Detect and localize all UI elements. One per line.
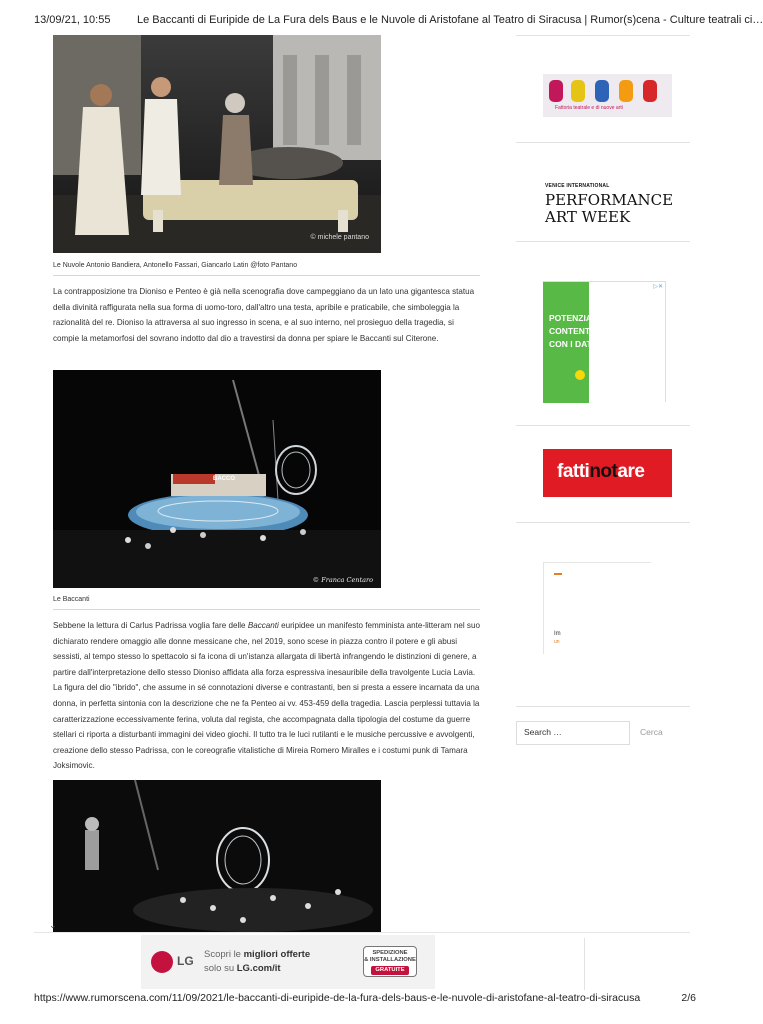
bulb-icon: [575, 370, 585, 380]
ad-dash-icon: [554, 573, 562, 575]
emphasis-title: Baccanti: [247, 621, 279, 630]
print-header: [34, 14, 763, 28]
ad-small-text-2: un: [554, 639, 560, 645]
chevron-down-icon[interactable]: ⌄: [49, 920, 57, 930]
caption-divider: [53, 275, 480, 276]
lg-ad-banner[interactable]: [141, 935, 435, 989]
nuvole-scene-illustration: [53, 35, 381, 253]
sidebar-divider: [516, 241, 690, 242]
ad-paw-line2: ART WEEK: [545, 208, 631, 226]
sidebar-divider: [516, 522, 690, 523]
photo-credit: © Franca Centaro: [312, 576, 373, 584]
search-button[interactable]: Cerca: [640, 727, 663, 737]
print-page-title: Le Baccanti di Euripide de La Fura dels Baus e le Nuvole di Aristofane al Teatro di Siracusa | Rumor(s)cena - Culture teatrali ci…: [137, 14, 763, 26]
search-input[interactable]: Search …: [516, 721, 630, 745]
photo-credit: © michele pantano: [310, 234, 369, 241]
adchoices-icon[interactable]: ▷✕: [653, 284, 663, 290]
banner-side-rule: [584, 938, 585, 990]
footer-divider: [34, 932, 690, 933]
print-url: https://www.rumorscena.com/11/09/2021/le-baccanti-di-euripide-de-la-fura-dels-baus-e-le-nuvole-di-aristofane-al-teatro-di-siracusa: [34, 992, 641, 1004]
ad-small-text-1: Im: [554, 631, 561, 637]
fattinotare-logo: fattinotare: [557, 461, 645, 482]
sidebar-divider: [516, 706, 690, 707]
free-shipping-badge: SPEDIZIONE & INSTALLAZIONE GRATUITE: [363, 946, 417, 977]
sidebar-ad-small[interactable]: [543, 562, 651, 654]
photo-caption: Le Baccanti: [53, 596, 90, 603]
sidebar-divider: [516, 35, 690, 36]
baccanti-scene-illustration-2: [53, 780, 381, 932]
photo-banner-text: BACCO: [213, 476, 235, 482]
article-photo-baccanti-2: [53, 780, 381, 932]
ad-paw-line1: PERFORMANCE: [545, 191, 674, 209]
sidebar-ad-fattinotare[interactable]: [543, 449, 672, 497]
photo-caption: Le Nuvole Antonio Bandiera, Antonello Fassari, Giancarlo Latin @foto Pantano: [53, 262, 298, 269]
lg-ad-copy: Scopri le migliori offerte solo su LG.com/it: [204, 949, 311, 974]
article-photo-baccanti: [53, 370, 381, 588]
ad-content-text: POTENZIA CONTENT CON I DAT: [549, 313, 592, 349]
sidebar-ad-content[interactable]: [543, 281, 666, 402]
sidebar-ad-performance-art-week[interactable]: [545, 183, 675, 227]
sidebar-divider: [516, 142, 690, 143]
article-paragraph: La contrapposizione tra Dioniso e Penteo è già nella scenografia dove campeggiano da un lato una gigantesca statua della divinità raffigurata nella sua forma di uomo-toro, dall'altro una testa, apribile e praticabile, che simboleggia la razionalità del re. Dioniso la attraversa al suo ingresso in scena, e al suo interno, nel prosieguo della tragedia, si compie la metamorfosi del sovrano indotto dal dio a travestirsi da donna per spiare le Baccanti sul Citerone.: [53, 287, 475, 343]
lg-brand: LG: [177, 954, 194, 968]
caption-divider: [53, 609, 480, 610]
ad-paw-top: VENICE INTERNATIONAL: [545, 183, 610, 189]
article-photo-nuvole: [53, 35, 381, 253]
print-page-number: 2/6: [681, 992, 696, 1004]
lg-logo-icon: [151, 951, 173, 973]
sidebar-ad-fattoria[interactable]: [543, 74, 672, 117]
ad-fattoria-text: Fattoria teatrale e di nuove arti: [555, 105, 623, 111]
sidebar-divider: [516, 425, 690, 426]
print-date: 13/09/21, 10:55: [34, 14, 111, 26]
article-paragraph: Sebbene la lettura di Carlus Padrissa voglia fare delle Baccanti euripidee un manifesto femminista ante-litteram nel suo dichiarato rendere omaggio alle donne messicane che, nel 2019, sono scese in piazza contro il potere e gli abusi sessisti, al tempo stesso lo spettacolo si fa icona di un'istanza allargata di libertà infrangendo le distinzioni di genere, a partire dall'interpretazione dello stesso Dioniso affidata alla forza espressiva inesauribile della travolgente Lucia Lavia. La figura del dio "ibrido", che assume in sé connotazioni diverse e contrastanti, ben si presta a essere incarnata da una donna, in perfetta sintonia con la descrizione che ne fa Penteo ai vv. 453-459 della tragedia. Lascia perplessi tuttavia la caratterizzazione eccessivamente ferina, voluta dal regista, che accompagnata dalla tipologia del costume da guerre stellari ci riporta a disturbanti immagini dei video giochi. Il tutto tra le luci rutilanti e le musiche percussive e avvolgenti, creazione dello stesso Padrissa, con le coreografie vitalistiche di Mireia Romero Miralles e i costumi punk di Tamara Joksimovic.: [53, 621, 480, 771]
print-footer: [34, 992, 696, 1006]
